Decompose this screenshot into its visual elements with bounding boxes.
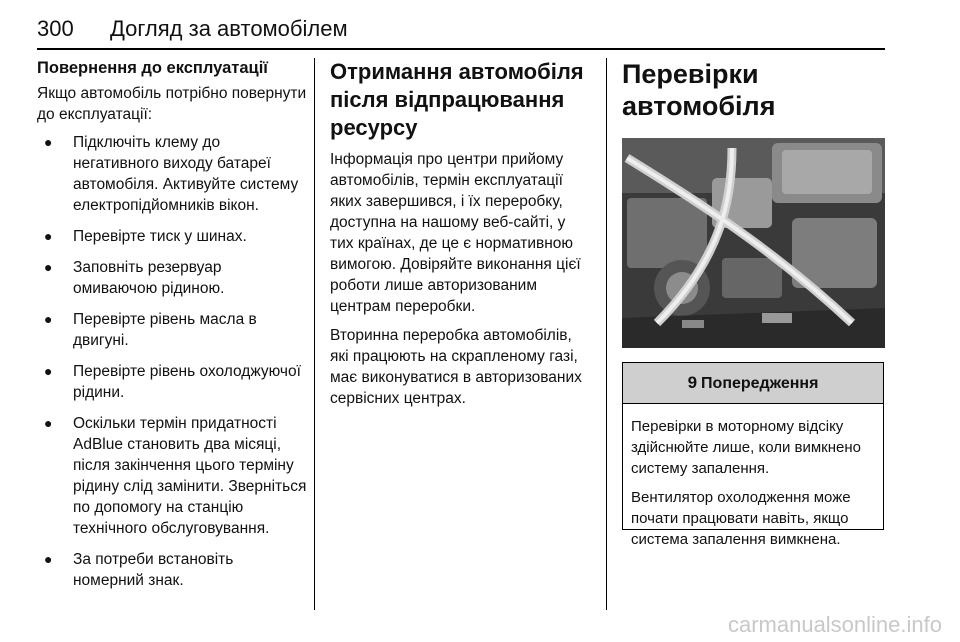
bullet-icon: ● xyxy=(44,415,53,431)
list-item: ● Перевірте тиск у шинах. xyxy=(44,228,247,245)
list-item: ● За потреби встановіть номерний знак. xyxy=(44,551,234,589)
warning-paragraph: Перевірки в моторному відсіку здійснюйте лише, коли вимкнено систему запалення. xyxy=(631,418,861,477)
running-title: Догляд за автомобілем xyxy=(110,16,348,41)
warning-icon: 9 xyxy=(687,373,698,392)
section-heading-recycling: Отримання автомобіля після відпрацювання ресурсу xyxy=(330,59,584,140)
warning-title: Попередження xyxy=(701,375,819,392)
page-number: 300 xyxy=(37,16,74,41)
list-item: ● Оскільки термін придатності AdBlue становить два місяці, після закінчення цього терміну рідину слід замінити. Зверніться по допомогу на станцію технічного обслуговування. xyxy=(44,415,307,537)
warning-header xyxy=(623,363,883,404)
list-item: ● Заповніть резервуар омиваючою рідиною. xyxy=(44,259,225,297)
list-item: ● Підключіть клему до негативного виходу батареї автомобіля. Активуйте систему електропідйомників вікон. xyxy=(44,134,299,214)
engine-bay-photo xyxy=(622,138,885,348)
bullet-icon: ● xyxy=(44,134,53,150)
warning-paragraph: Вентилятор охолодження може почати працювати навіть, якщо система запалення вимкнена. xyxy=(631,489,851,548)
bullet-icon: ● xyxy=(44,363,53,379)
watermark: carmanualsonline.info xyxy=(727,612,942,637)
bullet-icon: ● xyxy=(44,311,53,327)
warning-body xyxy=(623,404,883,550)
header-rule xyxy=(37,48,885,50)
engine-bay-illustration xyxy=(622,138,885,348)
bullet-icon: ● xyxy=(44,259,53,275)
checklist xyxy=(37,132,307,591)
page-header xyxy=(37,10,885,50)
column-divider-1 xyxy=(314,58,315,610)
bullet-icon: ● xyxy=(44,551,53,567)
section-heading-return: Повернення до експлуатації xyxy=(37,59,268,77)
list-item: ● Перевірте рівень масла в двигуні. xyxy=(44,311,257,349)
warning-box xyxy=(622,362,884,548)
paragraph: Інформація про центри прийому автомобілів, термін експлуатації яких завершився, і їх переробку, доступна на нашому веб-сайті, у тих країнах, де це є нормативною вимогою. Довіряйте виконання цієї роботи лише авторизованим центрам переробки. xyxy=(330,151,581,315)
column-2 xyxy=(330,58,592,417)
column-divider-2 xyxy=(606,58,607,610)
list-item: ● Перевірте рівень охолоджуючої рідини. xyxy=(44,363,301,401)
paragraph: Вторинна переробка автомобілів, які працюють на скрапленому газі, має виконуватися в авторизованих сервісних центрах. xyxy=(330,327,582,407)
intro-text: Якщо автомобіль потрібно повернути до експлуатації: xyxy=(37,85,307,123)
column-1 xyxy=(37,58,307,601)
bullet-icon: ● xyxy=(44,228,53,244)
chapter-heading: Перевірки автомобіля xyxy=(622,59,776,121)
